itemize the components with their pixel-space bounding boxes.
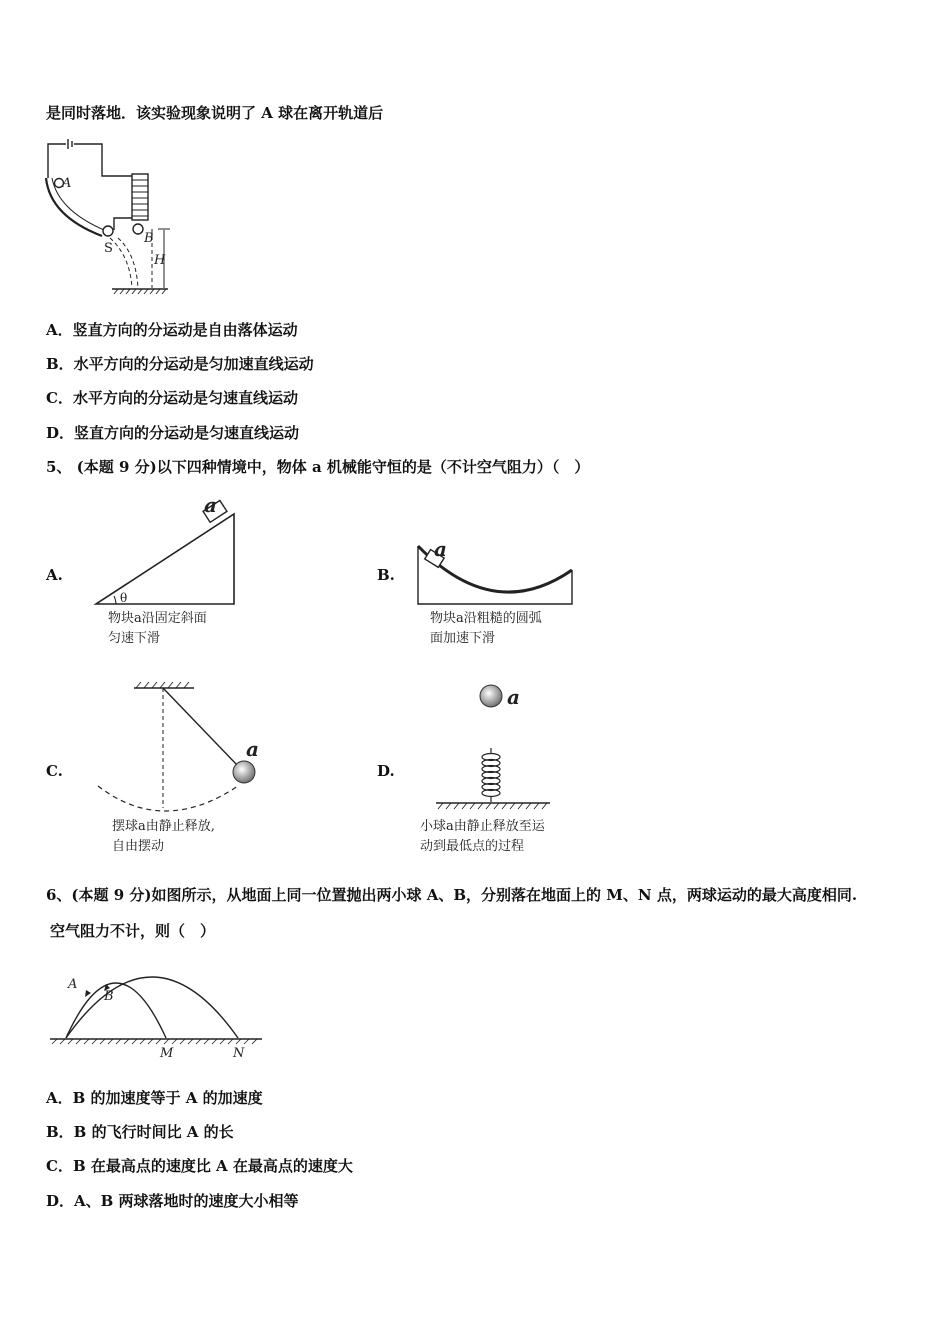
q5-a-angle: θ bbox=[120, 591, 128, 605]
q5-panel-d-label: D. bbox=[377, 762, 395, 780]
q5-a-caption1: 物块a沿固定斜面 bbox=[108, 611, 207, 626]
q5-a-obj: a bbox=[204, 493, 217, 517]
q4-label-s: S bbox=[104, 241, 113, 256]
q4-apparatus-figure bbox=[40, 138, 180, 298]
q5-c-caption2: 自由摆动 bbox=[112, 839, 165, 854]
q6-option-b: B．B 的飞行时间比 A 的长 bbox=[46, 1123, 234, 1141]
q4-intro: 是同时落地．该实验现象说明了 A 球在离开轨道后 bbox=[46, 104, 384, 122]
q6-label-a: A bbox=[68, 977, 78, 992]
q6-label-b: B bbox=[104, 989, 114, 1004]
q6-option-d: D．A、B 两球落地时的速度大小相等 bbox=[46, 1192, 299, 1210]
q5-panel-b-arc-figure bbox=[414, 534, 579, 654]
q4-option-b: B．水平方向的分运动是匀加速直线运动 bbox=[46, 355, 314, 373]
q5-panel-c-pendulum-figure bbox=[90, 676, 280, 856]
q6-stem-line1: 6、(本题 9 分)如图所示，从地面上同一位置抛出两小球 A、B，分别落在地面上的 M、N 点，两球运动的最大高度相同. bbox=[46, 886, 858, 904]
q5-panel-a-incline-figure bbox=[90, 494, 250, 654]
q5-a-caption2: 匀速下滑 bbox=[108, 631, 161, 646]
q5-panel-c-label: C. bbox=[46, 762, 63, 780]
q5-panel-b-label: B. bbox=[377, 566, 395, 584]
q6-label-m: M bbox=[160, 1046, 174, 1061]
q5-b-caption2: 面加速下滑 bbox=[430, 631, 496, 646]
q5-stem: 5、 (本题 9 分)以下四种情境中，物体 a 机械能守恒的是（不计空气阻力）（ ） bbox=[46, 458, 590, 476]
q4-option-d: D．竖直方向的分运动是匀速直线运动 bbox=[46, 424, 300, 442]
q4-label-a: A bbox=[62, 176, 72, 191]
q6-stem-line2: 空气阻力不计，则（ ） bbox=[50, 922, 216, 940]
q6-projectile-figure bbox=[46, 956, 266, 1066]
q5-b-obj: a bbox=[434, 537, 447, 561]
q5-panel-a-label: A. bbox=[46, 566, 63, 584]
q5-d-caption2: 动到最低点的过程 bbox=[420, 839, 525, 854]
q5-c-obj: a bbox=[246, 737, 259, 761]
q5-b-caption1: 物块a沿粗糙的圆弧 bbox=[430, 611, 542, 626]
q5-c-caption1: 摆球a由静止释放, bbox=[112, 819, 215, 834]
q6-label-n: N bbox=[233, 1046, 245, 1061]
q4-label-b: B bbox=[144, 231, 154, 246]
q5-d-caption1: 小球a由静止释放至运 bbox=[420, 819, 545, 834]
q6-option-c: C．B 在最高点的速度比 A 在最高点的速度大 bbox=[46, 1157, 353, 1175]
q6-option-a: A．B 的加速度等于 A 的加速度 bbox=[46, 1089, 263, 1107]
q5-panel-d-spring-figure bbox=[414, 676, 589, 856]
q4-option-a: A．竖直方向的分运动是自由落体运动 bbox=[46, 321, 298, 339]
q4-option-c: C．水平方向的分运动是匀速直线运动 bbox=[46, 389, 298, 407]
q5-d-obj: a bbox=[507, 685, 520, 709]
q4-label-h: H bbox=[154, 253, 166, 268]
